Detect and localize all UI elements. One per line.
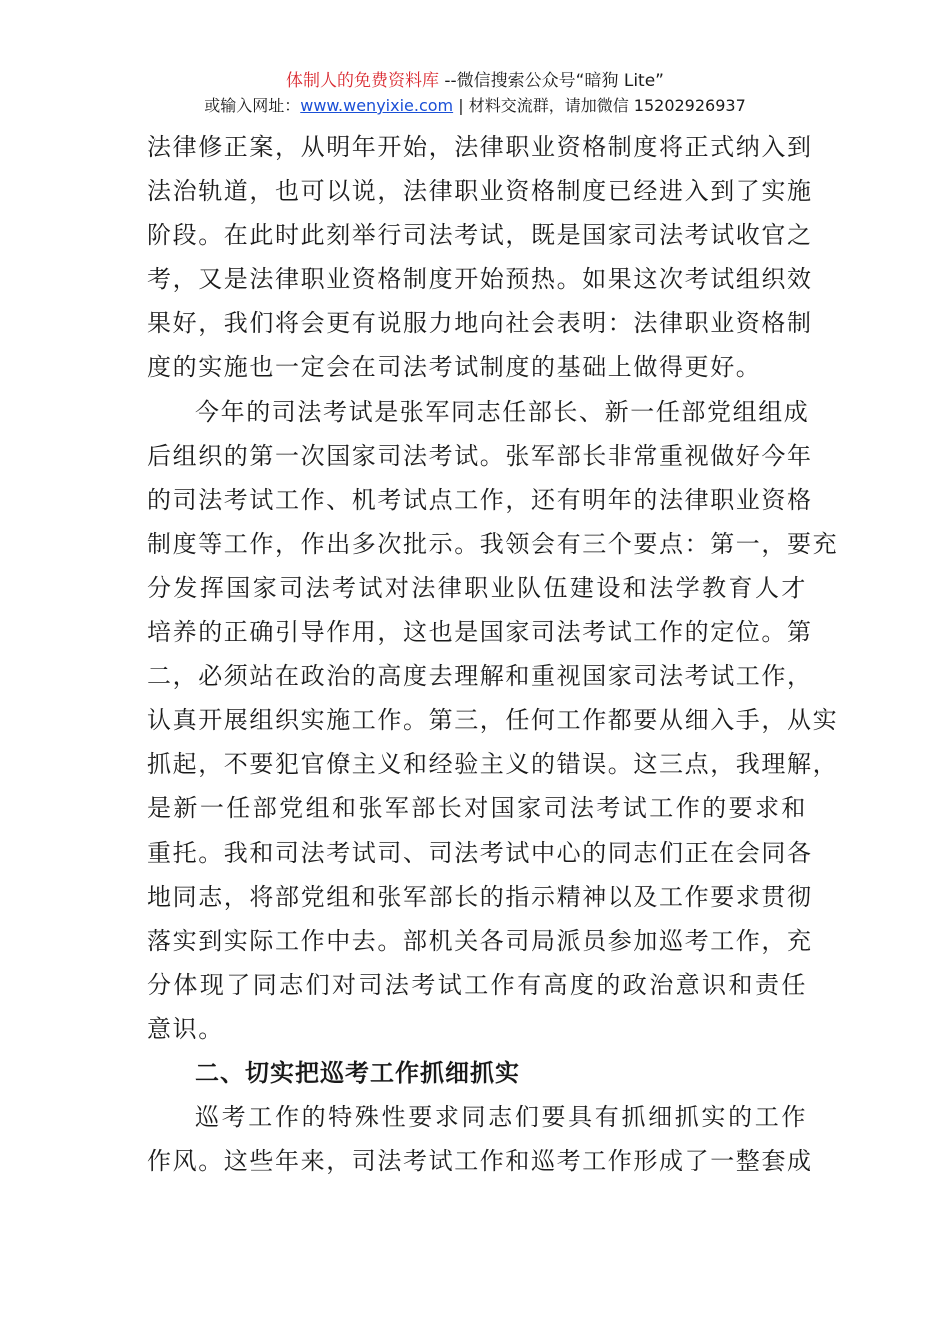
text-line: 分体现了同志们对司法考试工作有高度的政治意识和责任 [147,970,807,999]
text-line: 巡考工作的特殊性要求同志们要具有抓细抓实的工作 [195,1103,807,1132]
header-line-1 [0,70,950,92]
paragraph-2 [147,390,839,1051]
text-line: 法治轨道，也可以说，法律职业资格制度已经进入到了实施 [147,177,813,206]
text-line: 阶段。在此时此刻举行司法考试，既是国家司法考试收官之 [147,221,813,250]
header-line-2 [0,95,950,117]
text-line: 法律修正案，从明年开始，法律职业资格制度将正式纳入到 [147,133,813,161]
text-line: 培养的正确引导作用，这也是国家司法考试工作的定位。第 [147,618,813,647]
header-subtitle: --微信搜索公众号“暗狗 Lite” [438,71,664,91]
text-line: 分发挥国家司法考试对法律职业队伍建设和法学教育人才 [147,573,807,602]
text-line: 认真开展组织实施工作。第三，任何工作都要从细入手，从实 [147,706,839,735]
document-body [147,125,839,1183]
paragraph-1 [147,125,813,390]
text-line: 地同志，将部党组和张军部长的指示精神以及工作要求贯彻 [147,882,813,911]
text-line: 意识。 [147,1014,224,1043]
header-site-link[interactable]: www.wenyixie.com [300,96,454,115]
header-contact: | 材料交流群，请加微信 15202926937 [453,96,746,115]
text-line: 重托。我和司法考试司、司法考试中心的同志们正在会同各 [147,838,813,867]
text-line: 作风。这些年来，司法考试工作和巡考工作形成了一整套成 [147,1147,813,1176]
header-brand: 体制人的免费资料库 [285,71,439,91]
section-heading: 二、切实把巡考工作抓细抓实 [195,1058,520,1087]
text-line: 抓起，不要犯官僚主义和经验主义的错误。这三点，我理解， [147,750,839,779]
paragraph-3 [147,1095,813,1183]
text-line: 落实到实际工作中去。部机关各司局派员参加巡考工作，充 [147,926,813,955]
text-line: 度的实施也一定会在司法考试制度的基础上做得更好。 [147,353,762,382]
text-line: 后组织的第一次国家司法考试。张军部长非常重视做好今年 [147,441,813,470]
text-line: 的司法考试工作、机考试点工作，还有明年的法律职业资格 [147,485,813,514]
header-site-prefix: 或输入网址： [204,96,301,115]
text-line: 果好，我们将会更有说服力地向社会表明：法律职业资格制 [147,309,813,338]
text-line: 今年的司法考试是张军同志任部长、新一任部党组组成 [195,397,810,426]
text-line: 考，又是法律职业资格制度开始预热。如果这次考试组织效 [147,265,813,294]
text-line: 二，必须站在政治的高度去理解和重视国家司法考试工作， [147,662,813,691]
text-line: 是新一任部党组和张军部长对国家司法考试工作的要求和 [147,794,807,823]
document-header [0,70,950,117]
text-line: 制度等工作，作出多次批示。我领会有三个要点：第一，要充 [147,529,839,558]
